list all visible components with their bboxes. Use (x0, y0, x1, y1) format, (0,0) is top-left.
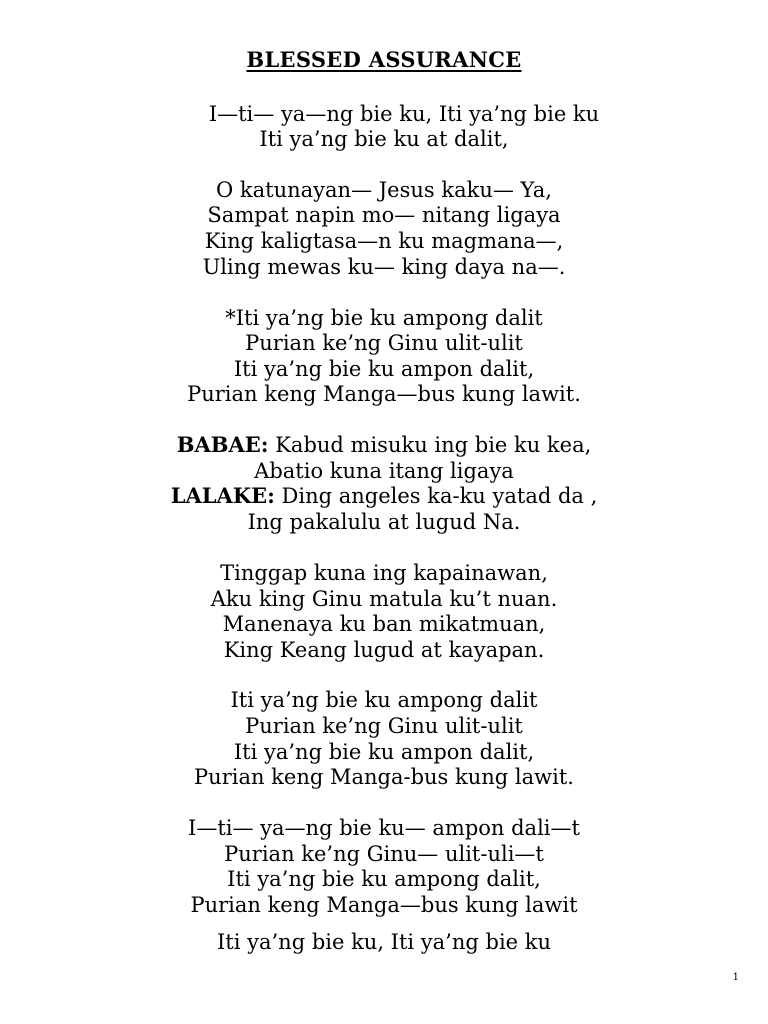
chorus3-line2: Purian ke’ng Ginu— ulit-uli—t (224, 842, 544, 866)
verse2-line1: O katunayan— Jesus kaku— Ya, (216, 178, 552, 202)
verse3-line2: Abatio kuna itang ligaya (254, 459, 514, 483)
verse2-line2: Sampat napin mo— nitang ligaya (207, 203, 561, 227)
chorus2-line3: Iti ya’ng bie ku ampon dalit, (233, 740, 535, 764)
chorus3-line1: I—ti— ya—ng bie ku— ampon dali—t (188, 816, 580, 840)
verse2-line3: King kaligtasa—n ku magmana—, (204, 229, 564, 253)
chorus3-line3: Iti ya’ng bie ku ampong dalit, (227, 867, 541, 891)
verse3-line3 (0, 483, 768, 509)
chorus3-line4: Purian keng Manga—bus kung lawit (190, 893, 578, 917)
verse3-line1 (0, 432, 768, 458)
verse4-line4: King Keang lugud at kayapan. (223, 638, 545, 662)
verse3-line3-text: Ding angeles ka-ku yatad da , (274, 484, 598, 508)
chorus1-line2: Purian ke’ng Ginu ulit-ulit (245, 331, 523, 355)
verse3-line1-text: Kabud misuku ing bie ku kea, (268, 433, 592, 457)
chorus1-line4: Purian keng Manga—bus kung lawit. (187, 382, 581, 406)
verse4-line2: Aku king Ginu matula ku’t nuan. (210, 587, 558, 611)
chorus2-line4: Purian keng Manga-bus kung lawit. (194, 765, 574, 789)
chorus2-line2: Purian ke’ng Ginu ulit-ulit (245, 714, 523, 738)
page-number: 1 (732, 972, 739, 983)
chorus1-line3: Iti ya’ng bie ku ampon dalit, (233, 357, 535, 381)
verse1-line2: Iti ya’ng bie ku at dalit, (259, 127, 509, 151)
verse1-line1: I—ti— ya—ng bie ku, Iti ya’ng bie ku (208, 102, 600, 126)
lalake-label: LALAKE: (170, 483, 275, 508)
ending-line1: Iti ya’ng bie ku, Iti ya’ng bie ku (216, 930, 552, 954)
babae-label: BABAE: (176, 432, 269, 457)
song-title: BLESSED ASSURANCE (246, 47, 522, 72)
verse3-line4: Ing pakalulu at lugud Na. (247, 510, 521, 534)
chorus2-line1: Iti ya’ng bie ku ampong dalit (230, 688, 538, 712)
verse4-line3: Manenaya ku ban mikatmuan, (222, 612, 546, 636)
chorus1-line1: *Iti ya’ng bie ku ampong dalit (225, 306, 543, 330)
verse4-line1: Tinggap kuna ing kapainawan, (220, 561, 548, 585)
verse2-line4: Uling mewas ku— king daya na—. (202, 255, 566, 279)
